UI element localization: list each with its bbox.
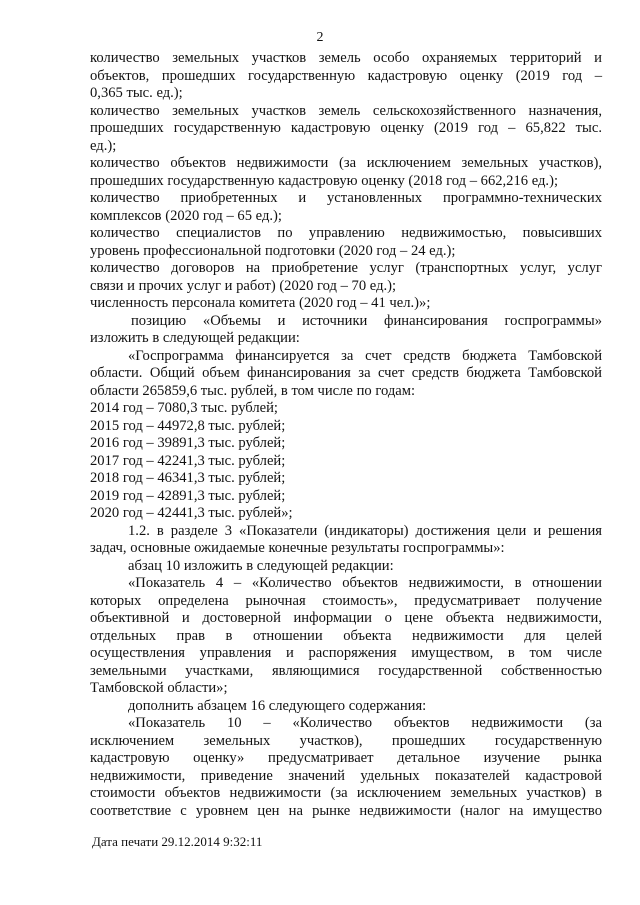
text-line: объектов, прошедших государственную кадастровую оценку (2019 год – — [90, 67, 602, 84]
text-line: области 265859,6 тыс. рублей, в том числе по годам: — [90, 382, 416, 399]
text-line: количество договоров на приобретение услуг (транспортных услуг, услуг — [90, 260, 602, 276]
text-line: «Показатель 10 – «Количество объектов недвижимости (за — [128, 715, 602, 731]
text-line: которых определена рыночная стоимость», предусматривает получение — [90, 592, 602, 609]
text-line: исключением земельных участков), прошедших государственную — [90, 732, 602, 749]
text-line: 2015 год – 44972,8 тыс. рублей; — [90, 417, 286, 434]
text-line: изложить в следующей редакции: — [90, 330, 300, 346]
text-line: 2017 год – 42241,3 тыс. рублей; — [90, 452, 286, 469]
text-line: области. Общий объем финансирования за счет средств бюджета Тамбовской — [90, 365, 602, 381]
print-date: Дата печати 29.12.2014 9:32:11 — [92, 834, 263, 849]
text-line: количество специалистов по управлению недвижимостью, повысивших — [90, 225, 602, 241]
text-line: осуществления управления и распоряжения имуществом, в том числе — [90, 645, 602, 661]
text-line: связи и прочих услуг и работ) (2020 год – 70 ед.); — [90, 277, 397, 294]
text-line: отдельных прав в отношении объекта недвижимости для целей — [90, 627, 602, 644]
text-line: 2020 год – 42441,3 тыс. рублей»; — [90, 505, 293, 521]
page-number: 2 — [316, 30, 324, 45]
text-line: численность персонала комитета (2020 год – 41 чел.)»; — [90, 295, 431, 311]
text-line: 1.2. в разделе 3 «Показатели (индикаторы) достижения цели и решения — [128, 522, 602, 539]
text-line: «Госпрограмма финансируется за счет средств бюджета Тамбовской — [128, 347, 602, 364]
text-line: позицию «Объемы и источники финансирования госпрограммы» — [131, 312, 602, 329]
text-line: 2019 год – 42891,3 тыс. рублей; — [90, 487, 286, 504]
text-line: 2018 год – 46341,3 тыс. рублей; — [90, 470, 286, 486]
text-line: 0,365 тыс. ед.); — [90, 85, 183, 101]
document-body — [90, 50, 602, 820]
text-line: количество приобретенных и установленных программно-технических — [90, 190, 602, 206]
text-line: объективной и достоверной информации о цене объекта недвижимости, — [90, 610, 602, 626]
text-line: недвижимости, приведение значений удельных показателей кадастровой — [90, 767, 602, 784]
text-line: прошедших государственную кадастровую оценку (2019 год – 65,822 тыс. — [90, 120, 602, 136]
text-line: количество объектов недвижимости (за исключением земельных участков), — [90, 155, 602, 171]
text-line: дополнить абзацем 16 следующего содержания: — [128, 697, 427, 714]
text-line: земельными участками, являющимися государственной собственностью — [90, 662, 602, 679]
text-line: количество земельных участков земель особо охраняемых территорий и — [90, 50, 602, 66]
text-line: «Показатель 4 – «Количество объектов недвижимости, в отношении — [128, 575, 602, 591]
text-line: абзац 10 изложить в следующей редакции: — [128, 557, 394, 574]
text-line: задач, основные ожидаемые конечные результаты госпрограммы»: — [90, 540, 505, 556]
text-line: 2014 год – 7080,3 тыс. рублей; — [90, 400, 278, 416]
text-line: комплексов (2020 год – 65 ед.); — [90, 207, 282, 224]
text-line: уровень профессиональной подготовки (2020 год – 24 ед.); — [90, 242, 456, 259]
text-line: количество земельных участков земель сельскохозяйственного назначения, — [90, 102, 602, 119]
text-line: кадастровую оценку» предусматривает детальное изучение рынка — [90, 750, 602, 766]
text-line: 2016 год – 39891,3 тыс. рублей; — [90, 435, 286, 451]
text-line: стоимости объектов недвижимости (за исключением земельных участков) в — [90, 785, 602, 801]
text-line: ед.); — [90, 137, 117, 154]
text-line: соответствие с уровнем цен на рынке недвижимости (налог на имущество — [90, 802, 602, 819]
text-line: Тамбовской области»; — [90, 680, 228, 696]
text-line: прошедших государственную кадастровую оценку (2018 год – 662,216 ед.); — [90, 172, 558, 189]
